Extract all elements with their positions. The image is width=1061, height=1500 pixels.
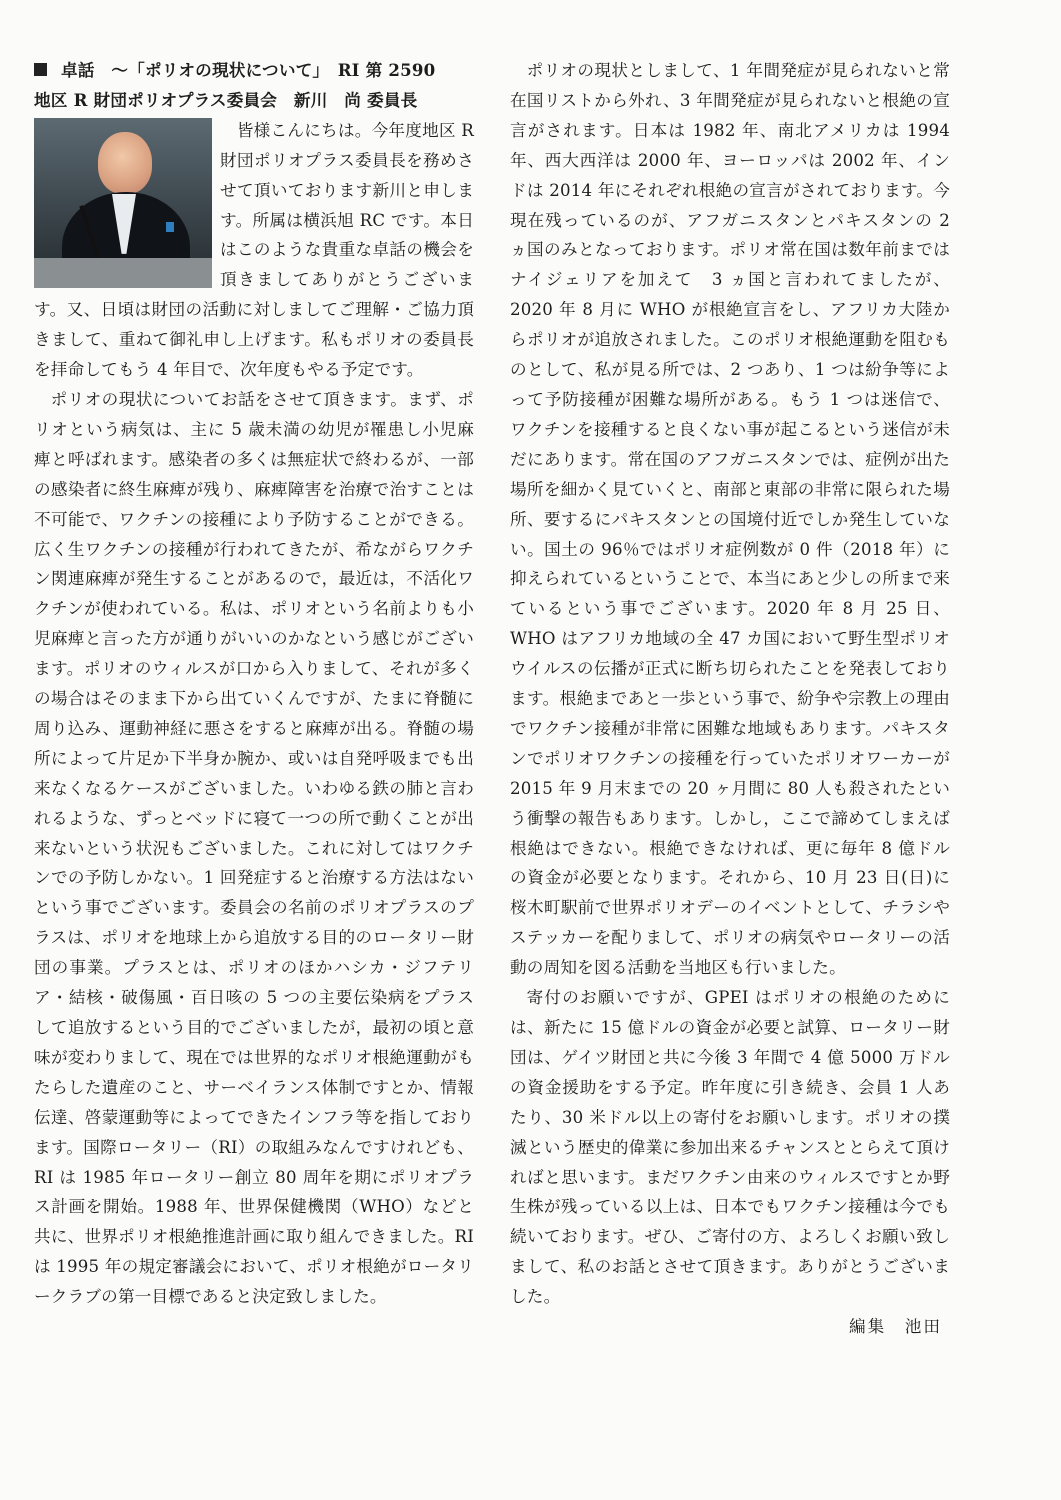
body-paragraph: ポリオの現状についてお話をさせて頂きます。まず、ポリオという病気は、主に 5 歳未満の幼児が罹患し小児麻痺と呼ばれます。感染者の多くは無症状で終わるが、一部の感染者に終生麻痺が残り、麻痺障害を治療で治すことは不可能で、ワクチンの接種により予防することができる。広く生ワクチンの接種が行われてきたが、希ながらワクチン関連麻痺が発生することがあるので，最近は，不活化ワクチンが使われている。私は、ポリオという名前よりも小児麻痺と言った方が通りがいいのかなという感じがございます。ポリオのウィルスが口から入りまして、それが多くの場合はそのまま下から出ていくんですが、たまに脊髄に周り込み、運動神経に悪さをすると麻痺が出る。脊髄の場所によって片足か下半身か腕か、或いは自発呼吸までも出来なくなるケースがございました。いわゆる鉄の肺と言われるような、ずっとベッドに寝て一つの所で動くことが出来ないという状況もございました。これに対してはワクチンでの予防しかない。1 回発症すると治療する方法はないという事でございます。委員会の名前のポリオプラスのプラスは、ポリオを地球上から追放する目的のロータリー財団の事業。プラスとは、ポリオのほかハシカ・ジフテリア・結核・破傷風・百日咳の 5 つの主要伝染病をプラスして追放するという目的でございましたが，最初の頃と意味が変わりまして、現在では世界的なポリオ根絶運動がもたらした遺産のこと、サーベイランス体制ですとか、情報伝達、啓蒙運動等によってできたインフラ等を指しております。国際ロータリー（RI）の取組みなんですけれども、RI は 1985 年ロータリー創立 80 周年を期にポリオプラス計画を開始。1988 年、世界保健機関（WHO）などと共に、世界ポリオ根絶推進計画に取り組んできました。RI は 1995 年の規定審議会において、ポリオ根絶がロータリークラブの第一目標であると決定致しました。 [34,389,474,1307]
right-column [510,56,950,1342]
body-paragraph: ポリオの現状としまして、1 年間発症が見られないと常在国リストから外れ、3 年間発症が見られないと根絶の宣言がされます。日本は 1982 年、南北アメリカは 1994 年、西大西洋は 2000 年、ヨーロッパは 2002 年、インドは 2014 年にそれぞれ根絶の宣言がされております。今現在残っているのが、アフガニスタンとパキスタンの 2 ヵ国のみとなっております。ポリオ常在国は数年前まではナイジェリアを加えて 3 ヵ国と言われてましたが、2020 年 8 月に WHO が根絶宣言をし、アフリカ大陸からポリオが追放されました。このポリオ根絶運動を阻むものとして、私が見る所では、2 つあり、1 つは紛争等によって予防接種が困難な場所がある。もう 1 つは迷信で、ワクチンを接種すると良くない事が起こるという迷信が未だにあります。常在国のアフガニスタンでは、症例が出た場所を細かく見ていくと、南部と東部の非常に限られた場所、要するにパキスタンとの国境付近でしか発生していない。国土の 96％ではポリオ症例数が 0 件（2018 年）に抑えられているということで、本当にあと少しの所まで来ているという事でございます。2020 年 8 月 25 日、WHO はアフリカ地域の全 47 カ国において野生型ポリオウイルスの伝播が正式に断ち切られたことを発表しております。根絶まであと一歩という事で、紛争や宗教上の理由でワクチン接種が非常に困難な地域もあります。パキスタンでポリオワクチンの接種を行っていたポリオワーカーが 2015 年 9 月末までの 20 ヶ月間に 80 人も殺されたという衝撃の報告もあります。しかし，ここで諦めてしまえば根絶はできない。根絶できなければ、更に毎年 8 億ドルの資金が必要となります。それから、10 月 23 日(日)に桜木町駅前で世界ポリオデーのイベントとして、チラシやステッカーを配りまして、ポリオの病気やロータリーの活動の周知を図る活動を当地区も行いました。 [510,61,950,978]
speaker-photo [34,118,212,288]
article-heading [34,56,474,86]
square-bullet-icon [34,63,47,76]
intro-paragraph: 皆様こんにちは。今年度地区 R 財団ポリオプラス委員長を務めさせて頂いております新川と申します。所属は横浜旭 RC です。本日はこのような貴重な卓話の機会を頂きましてありがとうございます。又、日頃は財団の活動に対しましてご理解・ご協力頂きまして、重ねて御礼申し上げます。私もポリオの委員長を拝命してもう 4 年目で、次年度もやる予定です。 [34,120,474,380]
editor-signature: 編集 池田 [849,1317,942,1337]
body-paragraph: 寄付のお願いですが、GPEI はポリオの根絶のためには、新たに 15 億ドルの資金が必要と試算、ロータリー財団は、ゲイツ財団と共に今後 3 年間で 4 億 5000 万ドルの資金援助をする予定。昨年度に引き続き、会員 1 人あたり、30 米ドル以上の寄付をお願いします。ポリオの撲滅という歴史的偉業に参加出来るチャンスととらえて頂ければと思います。まだワクチン由来のウィルスですとか野生株が残っている以上は、日本でもワクチン接種は今でも続いております。ぜひ、ご寄付の方、よろしくお願い致しまして、私のお話とさせて頂きます。ありがとうございました。 [510,988,950,1307]
left-column [34,56,474,1312]
heading-line-1: 卓話 ～「ポリオの現状について」 RI 第 2590 [61,60,436,80]
heading-line-2: 地区 R 財団ポリオプラス委員会 新川 尚 委員長 [34,89,418,110]
